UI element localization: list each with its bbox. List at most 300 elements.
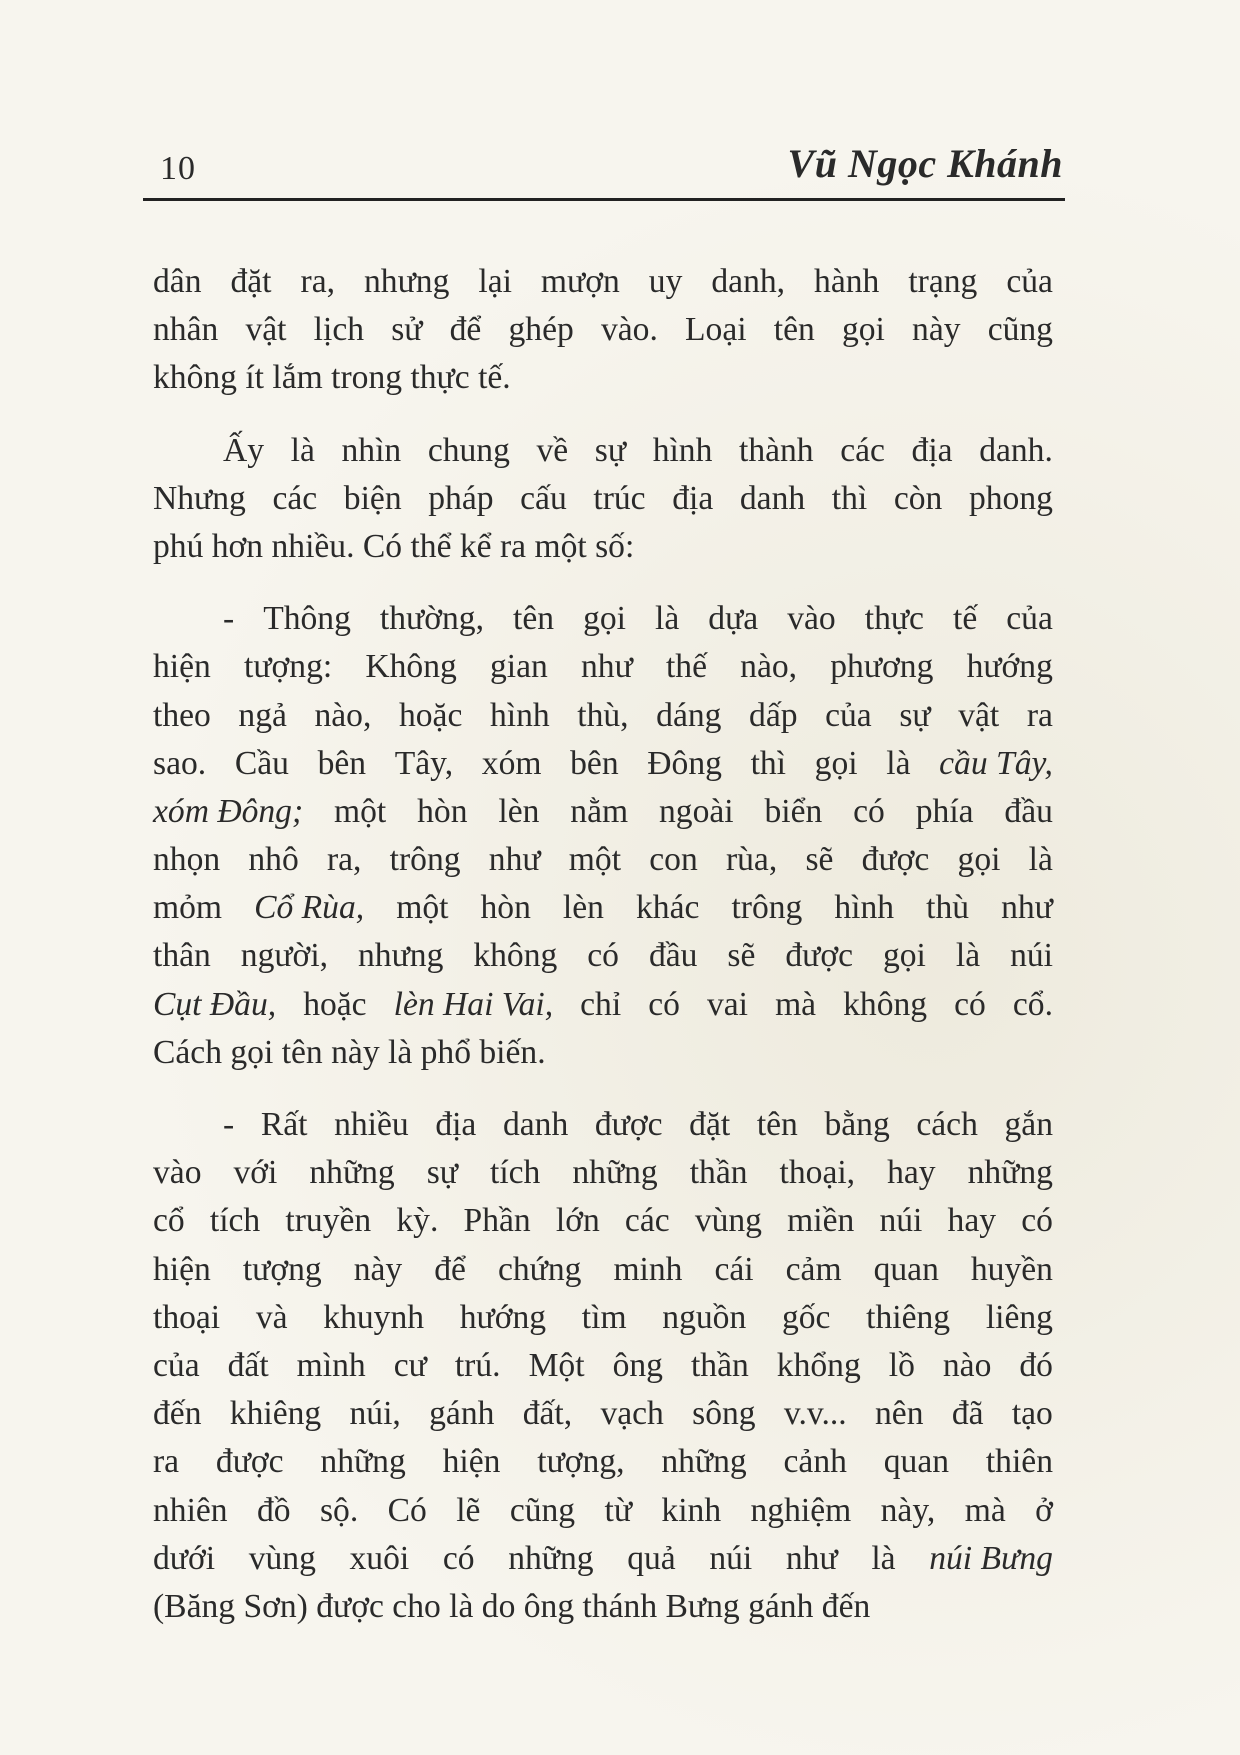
word: sông	[692, 1395, 756, 1433]
word: chứng	[497, 1250, 582, 1288]
word: còn	[893, 479, 943, 517]
word: đến	[153, 1395, 202, 1433]
word: Nhưng	[153, 479, 246, 517]
page-number: 10	[160, 150, 196, 187]
text-line	[153, 1438, 1053, 1486]
word: đầu	[1004, 792, 1053, 830]
word: như	[1001, 889, 1053, 927]
word: nghiệm	[750, 1491, 852, 1529]
word: chung	[427, 431, 510, 469]
body-text	[153, 258, 1053, 1631]
word: pháp	[428, 479, 494, 517]
word: hiện	[153, 648, 211, 686]
word: thì	[831, 479, 868, 517]
word: lèn Hai Vai,	[393, 985, 554, 1023]
word: thoại,	[779, 1154, 856, 1192]
word: có	[442, 1539, 475, 1577]
word: bên	[570, 744, 619, 782]
word: vật	[245, 311, 287, 349]
word: đặt	[689, 1106, 731, 1143]
word: đã	[951, 1395, 984, 1433]
word: -	[223, 600, 235, 638]
word: thiêng	[866, 1298, 951, 1336]
word: mình	[296, 1346, 366, 1384]
word: được	[861, 841, 930, 879]
paragraph	[153, 258, 1053, 403]
word: như	[785, 1539, 838, 1577]
text-line	[153, 884, 1053, 932]
word: ở	[1035, 1491, 1053, 1529]
word: Loại	[685, 311, 747, 349]
text-line	[153, 1101, 1053, 1149]
word: uy	[648, 263, 683, 300]
word: được	[215, 1443, 284, 1481]
word: không	[473, 937, 558, 975]
text-line	[153, 932, 1053, 980]
word: có	[587, 937, 619, 975]
word: đầu	[648, 937, 698, 975]
word: núi,	[349, 1395, 401, 1433]
word: này,	[880, 1491, 936, 1529]
word: phú	[153, 527, 204, 565]
text-line	[153, 692, 1053, 740]
word: sử	[391, 311, 423, 349]
word: hay	[887, 1154, 936, 1192]
word: nào	[942, 1346, 992, 1384]
word: nhìn	[341, 431, 402, 469]
word: Đông	[647, 744, 722, 782]
word: số:	[595, 527, 635, 565]
word: ra	[499, 527, 527, 565]
word: v.v...	[783, 1395, 847, 1433]
word: thù,	[577, 696, 629, 734]
word: vùng	[694, 1202, 762, 1240]
word: vạch	[600, 1395, 664, 1433]
word: nhiên	[153, 1491, 228, 1529]
word: tế.	[478, 359, 511, 397]
word: là	[449, 1587, 474, 1625]
word: gọi	[882, 937, 926, 975]
word: mượn	[540, 263, 620, 300]
word: thần	[690, 1346, 749, 1384]
word: thánh	[582, 1587, 658, 1625]
word: -	[223, 1106, 235, 1143]
word: vào	[787, 600, 836, 638]
word: được	[316, 1587, 384, 1625]
text-line	[153, 981, 1053, 1029]
word: quả	[627, 1539, 676, 1577]
word: gọi	[583, 600, 626, 638]
word: dân	[153, 263, 202, 300]
word: cư	[393, 1346, 427, 1384]
word: sao.	[153, 744, 207, 782]
text-line	[153, 1197, 1053, 1245]
text-line	[153, 1390, 1053, 1438]
word: vật	[958, 696, 1000, 734]
word: có	[648, 985, 680, 1023]
word: là	[655, 600, 680, 638]
word: Thông	[263, 600, 351, 638]
word: các	[272, 479, 318, 517]
word: tên	[513, 600, 555, 638]
word: miền	[787, 1202, 855, 1240]
word: cũng	[509, 1491, 576, 1529]
word: Ấy	[223, 431, 265, 469]
word: liêng	[985, 1298, 1053, 1336]
word: có	[1021, 1202, 1053, 1240]
word: biện	[343, 479, 402, 517]
word: thể	[410, 527, 452, 565]
word: thường,	[379, 600, 484, 638]
word: khiêng	[229, 1395, 322, 1433]
word: sự	[594, 431, 627, 469]
word: thần	[689, 1154, 748, 1192]
word: tích	[209, 1202, 261, 1240]
word: khác	[636, 889, 700, 927]
word: hòn	[480, 889, 531, 927]
word: thiên	[985, 1443, 1053, 1481]
text-line	[153, 306, 1053, 354]
word: trúc	[593, 479, 646, 517]
word: thì	[750, 744, 787, 782]
word: một	[568, 841, 622, 879]
word: gọi	[957, 841, 1001, 879]
word: danh,	[711, 263, 786, 300]
word: cảnh	[783, 1443, 847, 1481]
text-line	[153, 740, 1053, 788]
word: biến.	[479, 1033, 546, 1071]
word: nằm	[570, 792, 629, 830]
word: lịch	[313, 311, 365, 349]
word: tích	[490, 1154, 541, 1192]
word: nên	[875, 1395, 924, 1433]
word: một	[396, 889, 449, 927]
word: lẽ	[456, 1491, 481, 1529]
word: Có	[362, 527, 403, 565]
word: gọi	[814, 744, 858, 782]
word: nhọn	[153, 841, 221, 879]
word: với	[233, 1154, 278, 1192]
word: biển	[764, 792, 823, 830]
word: tượng	[242, 1250, 322, 1288]
word: một	[534, 527, 587, 565]
word: hơn	[211, 527, 264, 565]
word: là	[388, 1033, 413, 1071]
word: ít	[245, 359, 265, 397]
word: nguồn	[662, 1298, 747, 1336]
word: hoặc	[303, 985, 367, 1023]
word: Không	[365, 648, 457, 686]
word: mà	[964, 1491, 1006, 1529]
word: con	[649, 841, 698, 879]
word: những	[967, 1154, 1053, 1192]
word: lồ	[888, 1346, 915, 1384]
word: vào.	[600, 311, 658, 349]
word: bên	[317, 744, 367, 782]
word: cái	[714, 1250, 754, 1288]
word: này	[331, 1033, 380, 1071]
word: minh	[613, 1250, 683, 1288]
word: vào	[153, 1154, 202, 1192]
word: như	[488, 841, 541, 879]
word: thực	[410, 359, 470, 397]
word: quan	[873, 1250, 939, 1288]
word: sẽ	[727, 937, 756, 975]
word: tế	[953, 600, 978, 638]
word: thành	[739, 431, 814, 469]
word: Cổ Rùa,	[254, 889, 365, 927]
word: xuôi	[349, 1539, 410, 1577]
text-line	[153, 1487, 1053, 1535]
word: những	[661, 1443, 747, 1481]
word: tên	[756, 1106, 798, 1143]
word: lắm	[272, 359, 323, 397]
word: vai	[706, 985, 749, 1023]
word: Cách	[153, 1033, 222, 1071]
word: trông	[731, 889, 803, 927]
paragraph	[153, 595, 1053, 1077]
word: Một	[528, 1346, 585, 1384]
word: tượng,	[537, 1443, 625, 1481]
word: dựa	[708, 600, 759, 638]
word: những	[508, 1539, 594, 1577]
word: huyền	[970, 1250, 1053, 1288]
word: hình	[652, 431, 713, 469]
word: lèn	[562, 889, 604, 927]
word: tạo	[1011, 1395, 1053, 1433]
running-header-author: Vũ Ngọc Khánh	[787, 141, 1063, 186]
word: tượng:	[244, 648, 333, 686]
word: ngả	[238, 696, 287, 734]
word: danh.	[979, 431, 1053, 469]
word: Tây,	[394, 744, 454, 782]
word: là	[1028, 841, 1053, 879]
word: ra,	[326, 841, 362, 879]
word: của	[153, 1346, 200, 1384]
word: sẽ	[805, 841, 834, 879]
word: nhiều.	[271, 527, 355, 565]
word: có	[954, 985, 986, 1023]
word: cổ.	[1012, 985, 1053, 1023]
word: theo	[153, 696, 211, 734]
word: hướng	[459, 1298, 547, 1336]
word: ghép	[508, 311, 574, 349]
word: cổ	[153, 1202, 185, 1240]
word: nhưng	[358, 937, 444, 975]
word: danh	[502, 1106, 569, 1143]
word: Có	[387, 1491, 427, 1529]
word: núi	[709, 1539, 753, 1577]
word: người,	[240, 937, 329, 975]
word: Sơn)	[243, 1587, 308, 1625]
word: ông	[612, 1346, 663, 1384]
word: khuynh	[323, 1298, 425, 1336]
word: trông	[389, 841, 461, 879]
word: hình	[834, 889, 895, 927]
word: hướng	[966, 648, 1053, 686]
word: chỉ	[580, 985, 622, 1023]
word: Cụt Đầu,	[153, 985, 277, 1023]
word: địa	[435, 1106, 477, 1143]
text-line	[153, 427, 1053, 475]
word: những	[309, 1154, 395, 1192]
word: bằng	[824, 1106, 890, 1143]
word: đồ	[257, 1491, 291, 1529]
word: sộ.	[319, 1491, 359, 1529]
word: khổng	[776, 1346, 861, 1384]
word: như	[580, 648, 633, 686]
word: ra	[153, 1443, 180, 1481]
word: trong	[331, 359, 403, 397]
word: cầu Tây,	[939, 744, 1053, 782]
word: gọi	[230, 1033, 274, 1071]
word: hành	[814, 263, 880, 300]
word: Cầu	[234, 744, 289, 782]
word: sự	[426, 1154, 458, 1192]
text-line	[153, 1342, 1053, 1390]
text-line	[153, 1029, 1053, 1077]
text-line	[153, 1583, 1053, 1631]
word: được	[594, 1106, 663, 1143]
word: hòn	[417, 792, 468, 830]
word: đến	[821, 1587, 871, 1625]
word: lèn	[498, 792, 540, 830]
word: nhân	[153, 311, 219, 349]
word: gian	[489, 648, 548, 686]
word: núi	[879, 1202, 923, 1240]
word: Rất	[260, 1106, 308, 1143]
word: địa	[911, 431, 953, 469]
word: tên	[773, 311, 815, 349]
word: cấu	[520, 479, 567, 517]
word: hình	[489, 696, 550, 734]
word: núi Bưng	[929, 1539, 1053, 1577]
word: những	[320, 1443, 406, 1481]
word: phía	[915, 792, 974, 830]
word: này	[912, 311, 961, 349]
word: cách	[916, 1106, 978, 1143]
word: cho	[392, 1587, 441, 1625]
word: không	[153, 359, 237, 397]
word: các	[840, 431, 885, 469]
text-line	[153, 354, 1053, 402]
word: nhiều	[334, 1106, 409, 1143]
word: phổ	[420, 1033, 471, 1071]
word: gắn	[1004, 1106, 1053, 1143]
word: về	[536, 431, 569, 469]
word: trú.	[454, 1346, 501, 1384]
word: thân	[153, 937, 211, 975]
word: kỳ.	[396, 1202, 439, 1240]
word: này	[353, 1250, 403, 1288]
text-line	[153, 788, 1053, 836]
word: phương	[830, 648, 934, 686]
word: trạng	[908, 263, 978, 300]
word: dưới	[153, 1539, 216, 1577]
word: là	[871, 1539, 896, 1577]
word: để	[449, 311, 482, 349]
word: Bưng	[665, 1587, 740, 1625]
word: mỏm	[153, 889, 223, 927]
word: đó	[1019, 1346, 1053, 1384]
word: địa	[672, 479, 714, 517]
word: rùa,	[725, 841, 778, 879]
text-line	[153, 1246, 1053, 1294]
word: dáng	[656, 696, 722, 734]
word: ra,	[300, 263, 335, 300]
word: nhưng	[364, 263, 450, 300]
word: là	[886, 744, 911, 782]
paragraph	[153, 1101, 1053, 1631]
word: lại	[478, 263, 512, 300]
text-line	[153, 1149, 1053, 1197]
word: của	[1006, 600, 1053, 638]
word: dấp	[749, 696, 798, 734]
paragraph	[153, 427, 1053, 572]
word: phong	[968, 479, 1053, 517]
word: vùng	[248, 1539, 316, 1577]
word: xóm Đông;	[153, 792, 304, 830]
word: thế	[665, 648, 707, 686]
word: nhô	[248, 841, 299, 879]
word: thoại	[153, 1298, 221, 1336]
word: núi	[1010, 937, 1053, 975]
text-line	[153, 1294, 1053, 1342]
word: gọi	[841, 311, 885, 349]
word: một	[334, 792, 387, 830]
word: đất	[227, 1346, 269, 1384]
word: là	[955, 937, 981, 975]
word: danh	[739, 479, 806, 517]
text-line	[153, 595, 1053, 643]
word: để	[434, 1250, 466, 1288]
word: gốc	[781, 1298, 831, 1336]
word: đất,	[522, 1395, 573, 1433]
word: hay	[947, 1202, 997, 1240]
word: (Băng	[153, 1587, 236, 1625]
text-line	[153, 258, 1053, 306]
word: quan	[883, 1443, 950, 1481]
word: những	[572, 1154, 658, 1192]
word: tìm	[581, 1298, 627, 1336]
word: ông	[523, 1587, 575, 1625]
word: thực	[864, 600, 924, 638]
word: xóm	[481, 744, 542, 782]
word: gánh	[429, 1395, 495, 1433]
word: nào,	[314, 696, 372, 734]
word: không	[843, 985, 928, 1023]
word: tên	[281, 1033, 323, 1071]
word: từ	[604, 1491, 633, 1529]
word: Phần	[463, 1202, 531, 1240]
word: hiện	[442, 1443, 501, 1481]
word: của	[1006, 263, 1053, 300]
word: do	[481, 1587, 516, 1625]
word: ra	[1026, 696, 1053, 734]
word: là	[290, 431, 315, 469]
word: cũng	[987, 311, 1053, 349]
text-line	[153, 523, 1053, 571]
word: hoặc	[398, 696, 463, 734]
word: mà	[775, 985, 817, 1023]
word: sự	[899, 696, 931, 734]
word: kinh	[661, 1491, 722, 1529]
word: đặt	[230, 263, 272, 300]
word: và	[255, 1298, 288, 1336]
word: được	[785, 937, 853, 975]
word: truyền	[285, 1202, 372, 1240]
word: lớn	[555, 1202, 600, 1240]
